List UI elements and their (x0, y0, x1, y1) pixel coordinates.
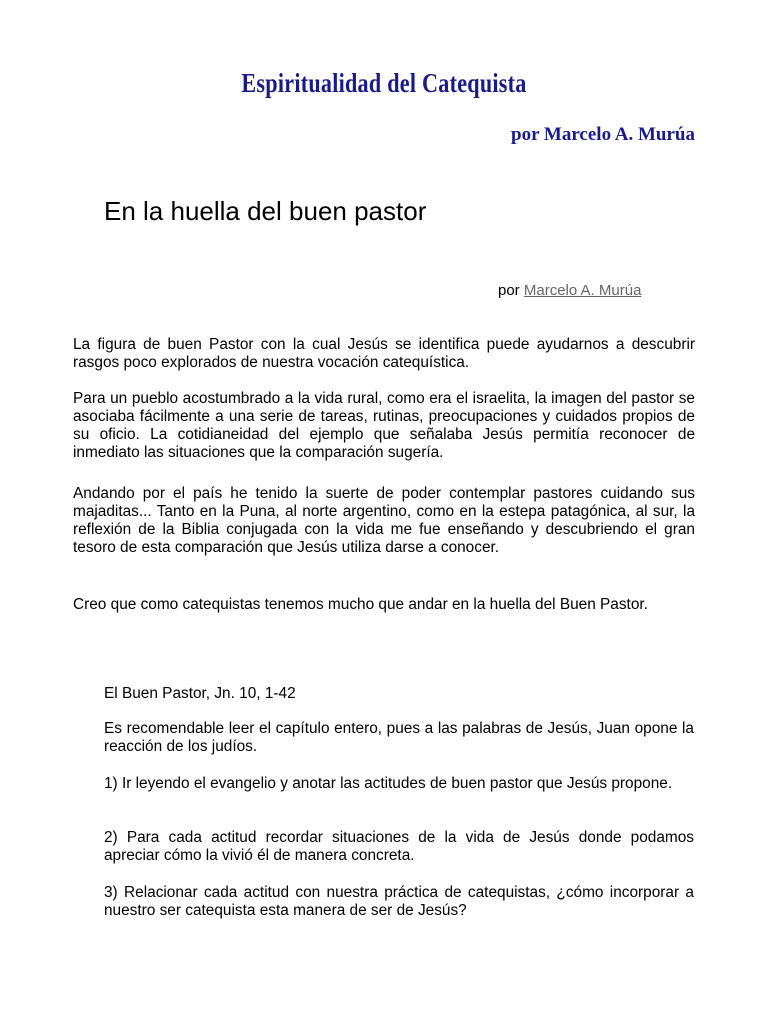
step-1: 1) Ir leyendo el evangelio y anotar las actitudes de buen pastor que Jesús propone. (104, 775, 673, 792)
section-reference: El Buen Pastor, Jn. 10, 1-42 (104, 685, 296, 702)
article-heading: En la huella del buen pastor (104, 196, 427, 226)
author-line: por Marcelo A. Murúa (511, 124, 695, 145)
paragraph-4: Creo que como catequistas tenemos mucho que andar en la huella del Buen Pastor. (73, 596, 648, 613)
step-2: 2) Para cada actitud recordar situaciones de la vida de Jesús donde podamos apreciar cómo la vivió él de manera concreta. (104, 829, 694, 864)
author-link[interactable]: Marcelo A. Murúa (523, 282, 642, 299)
paragraph-2: Para un pueblo acostumbrado a la vida rural, como era el israelita, la imagen del pastor se asociaba fácilmente a una serie de tareas, rutinas, preocupaciones y cuidados propios de su oficio. La cotidianeidad del ejemplo que señalaba Jesús permitía reconocer de inmediato las situaciones que la comparación sugería. (73, 390, 695, 461)
paragraph-1: La figura de buen Pastor con la cual Jesús se identifica puede ayudarnos a descubrir rasgos poco explorados de nuestra vocación catequística. (73, 336, 695, 371)
article-byline (498, 282, 641, 299)
step-3: 3) Relacionar cada actitud con nuestra práctica de catequistas, ¿cómo incorporar a nuestro ser catequista esta manera de ser de Jesús? (104, 884, 694, 919)
section-intro: Es recomendable leer el capítulo entero, pues a las palabras de Jesús, Juan opone la reacción de los judíos. (104, 720, 694, 755)
paragraph-3: Andando por el país he tenido la suerte de poder contemplar pastores cuidando sus majaditas... Tanto en la Puna, al norte argentino, como en la estepa patagónica, al sur, la reflexión de la Biblia conjugada con la vida me fue enseñando y descubriendo el gran tesoro de esta comparación que Jesús utiliza darse a conocer. (73, 485, 695, 556)
document-title: Espiritualidad del Catequista (241, 68, 527, 98)
byline-prefix: por (498, 282, 520, 299)
